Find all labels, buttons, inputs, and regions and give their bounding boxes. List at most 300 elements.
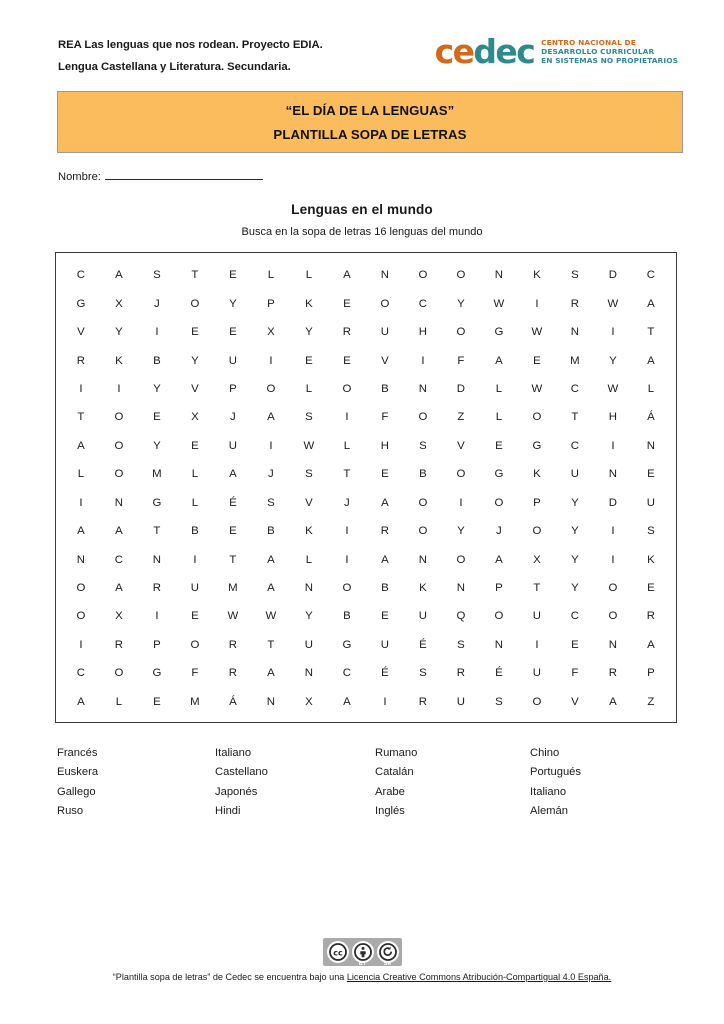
grid-cell[interactable]: X [191,411,199,424]
word-list-item: Castellano [215,766,268,779]
grid-cell[interactable]: A [229,468,237,481]
grid-cell[interactable]: V [77,326,85,339]
grid-cell[interactable]: I [79,382,83,395]
word-list-item: Gallego [57,785,96,798]
grid-cell[interactable]: F [191,667,199,680]
grid-cell[interactable]: A [77,525,85,538]
grid-cell[interactable]: I [155,326,159,339]
grid-cell[interactable]: A [115,525,123,538]
grid-cell[interactable]: N [418,553,428,566]
grid-cell[interactable]: R [76,354,86,367]
grid-cell[interactable]: O [418,525,428,538]
grid-cell[interactable]: I [611,553,615,566]
grid-cell[interactable]: D [608,269,618,282]
grid-cell[interactable]: I [345,411,349,424]
grid-cell[interactable]: E [153,411,161,424]
grid-cell[interactable]: A [381,496,389,509]
grid-cell[interactable]: O [114,411,124,424]
grid-cell[interactable]: N [418,382,428,395]
word-list-item: Alemán [530,805,568,818]
grid-cell[interactable]: L [267,269,275,282]
grid-cell[interactable]: D [456,382,466,395]
grid-cell[interactable]: L [191,496,199,509]
grid-cell[interactable]: N [570,326,580,339]
grid-cell[interactable]: E [305,354,313,367]
grid-cell[interactable]: Y [153,439,161,452]
grid-cell[interactable]: O [418,269,428,282]
grid-cell[interactable]: A [115,269,123,282]
grid-cell[interactable]: E [381,468,389,481]
grid-cell[interactable]: M [152,468,162,481]
grid-cell[interactable]: N [456,582,466,595]
word-list-item: Inglés [375,805,405,818]
grid-cell[interactable]: K [305,525,313,538]
grid-cell[interactable]: U [304,638,314,651]
grid-cell[interactable]: U [228,439,238,452]
grid-cell[interactable]: C [646,269,656,282]
grid-cell[interactable]: C [114,553,124,566]
grid-cell[interactable]: S [153,269,161,282]
grid-cell[interactable]: T [571,411,579,424]
cedec-logo-subtitle-line3: EN SISTEMAS NO PROPIETARIOS [541,56,678,66]
grid-cell[interactable]: B [419,468,427,481]
banner-line-1: “EL DÍA DE LA LENGUAS” [285,102,455,118]
grid-cell[interactable]: Y [229,297,237,310]
grid-cell[interactable]: G [152,667,162,680]
grid-cell[interactable]: N [494,269,504,282]
grid-cell[interactable]: T [77,411,85,424]
grid-cell[interactable]: Y [571,496,579,509]
grid-cell[interactable]: A [343,695,351,708]
grid-cell[interactable]: S [419,439,427,452]
title-banner [57,91,683,153]
license-text-prefix: “Plantilla sopa de letras” de Cedec se encuentra bajo una [112,972,347,982]
grid-cell[interactable]: Y [305,326,313,339]
grid-cell[interactable]: U [532,667,542,680]
grid-cell[interactable]: O [532,525,542,538]
grid-cell[interactable]: W [303,439,315,452]
grid-cell[interactable]: I [345,525,349,538]
grid-cell[interactable]: C [76,667,86,680]
grid-cell[interactable]: C [570,382,580,395]
grid-cell[interactable]: J [230,411,236,424]
grid-cell[interactable]: I [269,439,273,452]
word-list-column [57,744,215,822]
grid-cell[interactable]: I [421,354,425,367]
cedec-logo-subtitle-line1: CENTRO NACIONAL DE [541,38,636,47]
grid-cell[interactable]: H [418,326,428,339]
grid-cell[interactable]: Y [191,354,199,367]
grid-cell[interactable]: A [267,411,275,424]
grid-cell[interactable]: E [533,354,541,367]
grid-cell[interactable]: N [608,638,618,651]
grid-cell[interactable]: E [343,354,351,367]
grid-cell[interactable]: O [380,297,390,310]
word-list-item: Arabe [375,785,405,798]
grid-cell[interactable]: R [342,326,352,339]
cedec-logo-wordmark [434,32,535,71]
grid-cell[interactable]: U [190,582,200,595]
grid-cell[interactable]: S [457,638,465,651]
word-list-item: Catalán [375,766,414,779]
grid-cell[interactable]: I [611,439,615,452]
grid-cell[interactable]: B [381,582,389,595]
grid-cell[interactable]: Y [571,582,579,595]
grid-cell[interactable]: I [535,297,539,310]
grid-cell[interactable]: W [227,610,239,623]
word-list-item: Chino [530,747,560,759]
grid-cell[interactable]: I [345,553,349,566]
grid-cell[interactable]: G [532,439,542,452]
grid-cell[interactable]: M [190,695,200,708]
grid-cell[interactable]: E [571,638,579,651]
svg-text:cc: cc [332,948,343,958]
grid-cell[interactable]: E [647,468,655,481]
grid-cell[interactable]: F [457,354,465,367]
word-list-item: Rumano [375,747,418,759]
grid-cell[interactable]: Y [571,525,579,538]
grid-cell[interactable]: S [305,468,313,481]
grid-cell[interactable]: R [152,582,162,595]
grid-cell[interactable]: S [647,525,655,538]
grid-cell[interactable]: N [608,468,618,481]
grid-cell[interactable]: T [267,638,275,651]
grid-cell[interactable]: R [570,297,580,310]
grid-cell[interactable]: O [494,610,504,623]
creative-commons-badge[interactable] [323,938,402,966]
attribution-person-icon [352,941,374,963]
grid-cell[interactable]: U [456,695,466,708]
grid-cell[interactable]: O [342,582,352,595]
grid-cell[interactable]: B [381,382,389,395]
grid-cell[interactable]: V [191,382,199,395]
document-header [58,34,678,82]
grid-cell[interactable]: H [380,439,390,452]
grid-cell[interactable]: R [456,667,466,680]
grid-cell[interactable]: A [647,354,655,367]
grid-cell[interactable]: X [267,326,275,339]
header-title-line2: Lengua Castellana y Literatura. Secundaria. [58,61,291,73]
grid-cell[interactable]: É [381,667,389,680]
grid-cell[interactable]: B [191,525,199,538]
grid-cell[interactable]: C [418,297,428,310]
creative-commons-icon [327,941,349,963]
grid-cell[interactable]: X [115,297,123,310]
grid-cell[interactable]: G [152,496,162,509]
grid-cell[interactable]: P [229,382,237,395]
grid-cell[interactable]: S [267,496,275,509]
grid-cell[interactable]: O [76,610,86,623]
grid-cell[interactable]: S [571,269,579,282]
grid-cell[interactable]: R [114,638,124,651]
grid-cell[interactable]: E [191,439,199,452]
grid-cell[interactable]: R [646,610,656,623]
grid-cell[interactable]: T [229,553,237,566]
grid-cell[interactable]: B [153,354,161,367]
grid-cell[interactable]: I [193,553,197,566]
grid-cell[interactable]: U [380,638,390,651]
grid-cell[interactable]: T [191,269,199,282]
grid-cell[interactable]: Y [115,326,123,339]
grid-cell[interactable]: O [494,496,504,509]
word-list-item: Japonés [215,785,258,798]
word-list-item: Francés [57,747,98,759]
grid-cell[interactable]: R [608,667,618,680]
grid-cell[interactable]: I [383,695,387,708]
grid-cell[interactable]: É [495,667,503,680]
grid-cell[interactable]: K [533,468,541,481]
grid-cell[interactable]: G [494,468,504,481]
share-alike-icon [377,941,399,963]
grid-cell[interactable]: L [647,382,655,395]
grid-cell[interactable]: J [268,468,274,481]
grid-cell[interactable]: A [267,582,275,595]
word-list-item: Italiano [215,747,252,759]
grid-cell[interactable]: K [647,553,655,566]
grid-cell[interactable]: C [76,269,86,282]
grid-cell[interactable]: P [495,582,503,595]
license-link[interactable]: Licencia Creative Commons Atribución-Compartigual 4.0 España. [346,972,612,982]
grid-cell[interactable]: W [607,297,619,310]
grid-cell[interactable]: T [343,468,351,481]
grid-cell[interactable]: O [342,382,352,395]
grid-cell[interactable]: U [570,468,580,481]
grid-cell[interactable]: O [190,638,200,651]
grid-cell[interactable]: C [342,667,352,680]
grid-cell[interactable]: Á [229,695,237,708]
word-search-grid[interactable] [62,261,670,716]
word-list-column [215,744,375,822]
grid-cell[interactable]: L [495,411,503,424]
grid-cell[interactable]: U [228,354,238,367]
grid-cell[interactable]: A [77,695,85,708]
cedec-logo-dec: dec [473,32,535,71]
grid-cell[interactable]: K [533,269,541,282]
grid-cell[interactable]: G [76,297,86,310]
grid-cell[interactable]: N [76,553,86,566]
grid-cell[interactable]: E [229,269,237,282]
word-list-column [375,744,530,822]
grid-cell[interactable]: P [533,496,541,509]
cc-slot-cc [326,938,349,966]
grid-cell[interactable]: L [305,269,313,282]
grid-cell[interactable]: O [418,411,428,424]
grid-cell[interactable]: L [77,468,85,481]
grid-cell[interactable]: E [229,525,237,538]
grid-cell[interactable]: A [609,695,617,708]
grid-cell[interactable]: U [418,610,428,623]
grid-cell[interactable]: M [570,354,580,367]
grid-cell[interactable]: P [153,638,161,651]
grid-cell[interactable]: O [76,582,86,595]
grid-cell[interactable]: A [381,553,389,566]
grid-cell[interactable]: E [343,297,351,310]
word-search-grid-container [55,252,677,723]
grid-cell[interactable]: Q [456,610,466,623]
grid-cell[interactable]: U [532,610,542,623]
grid-cell[interactable]: K [115,354,123,367]
grid-cell[interactable]: N [380,269,390,282]
grid-cell[interactable]: P [267,297,275,310]
grid-cell[interactable]: T [647,326,655,339]
grid-cell[interactable]: Z [457,411,465,424]
grid-cell[interactable]: I [155,610,159,623]
grid-cell[interactable]: O [266,382,276,395]
grid-cell[interactable]: V [381,354,389,367]
grid-cell[interactable]: Y [305,610,313,623]
word-list-item: Ruso [57,805,84,818]
grid-cell[interactable]: H [608,411,618,424]
grid-cell[interactable]: N [114,496,124,509]
grid-cell[interactable]: N [494,638,504,651]
grid-cell[interactable]: I [611,525,615,538]
word-list-item: Italiano [530,785,567,798]
grid-cell[interactable]: R [380,525,390,538]
grid-cell[interactable]: E [191,610,199,623]
grid-cell[interactable]: W [607,382,619,395]
grid-cell[interactable]: A [267,667,275,680]
grid-cell[interactable]: X [305,695,313,708]
grid-cell[interactable]: E [495,439,503,452]
grid-cell[interactable]: O [532,411,542,424]
grid-cell[interactable]: K [305,297,313,310]
grid-cell[interactable]: W [265,610,277,623]
grid-cell[interactable]: U [380,326,390,339]
grid-cell[interactable]: S [305,411,313,424]
grid-cell[interactable]: F [381,411,389,424]
grid-cell[interactable]: L [191,468,199,481]
grid-cell[interactable]: N [646,439,656,452]
grid-cell[interactable]: W [531,382,543,395]
grid-cell[interactable]: I [611,326,615,339]
badge-by-label: BY [358,961,367,967]
header-title-line1: REA Las lenguas que nos rodean. Proyecto EDIA. [58,39,323,51]
grid-cell[interactable]: A [495,354,503,367]
grid-cell[interactable]: I [269,354,273,367]
grid-cell[interactable]: V [305,496,313,509]
grid-cell[interactable]: F [571,667,579,680]
grid-cell[interactable]: I [459,496,463,509]
grid-cell[interactable]: X [533,553,541,566]
cedec-logo [434,32,678,71]
word-list-column [530,744,677,822]
grid-cell[interactable]: U [646,496,656,509]
grid-cell[interactable]: A [647,638,655,651]
grid-cell[interactable]: N [152,553,162,566]
grid-cell[interactable]: C [570,439,580,452]
grid-cell[interactable]: S [419,667,427,680]
grid-cell[interactable]: O [456,553,466,566]
grid-cell[interactable]: E [153,695,161,708]
grid-cell[interactable]: Á [647,411,655,424]
grid-cell[interactable]: J [344,496,350,509]
grid-cell[interactable]: N [304,582,314,595]
name-field-input[interactable] [105,170,263,180]
grid-cell[interactable]: Y [571,553,579,566]
grid-cell[interactable]: A [77,439,85,452]
name-field [58,170,263,183]
grid-cell[interactable]: L [343,439,351,452]
grid-cell[interactable]: N [304,667,314,680]
grid-cell[interactable]: X [115,610,123,623]
grid-cell[interactable]: Y [457,297,465,310]
grid-cell[interactable]: E [229,326,237,339]
grid-cell[interactable]: O [456,468,466,481]
grid-cell[interactable]: V [457,439,465,452]
grid-cell[interactable]: Y [609,354,617,367]
grid-cell[interactable]: I [79,496,83,509]
grid-cell[interactable]: A [267,553,275,566]
grid-cell[interactable]: A [115,582,123,595]
grid-cell[interactable]: É [229,496,237,509]
cc-slot-by [351,938,374,966]
grid-cell[interactable]: W [493,297,505,310]
grid-cell[interactable]: E [647,582,655,595]
grid-cell[interactable]: O [114,439,124,452]
grid-cell[interactable]: M [228,582,238,595]
grid-cell[interactable]: W [531,326,543,339]
grid-cell[interactable]: B [267,525,275,538]
grid-cell[interactable]: D [608,496,618,509]
grid-cell[interactable]: G [342,638,352,651]
grid-cell[interactable]: O [608,582,618,595]
grid-cell[interactable]: L [305,382,313,395]
grid-cell[interactable]: A [647,297,655,310]
grid-cell[interactable]: Y [153,382,161,395]
grid-cell[interactable]: O [114,468,124,481]
grid-cell[interactable]: O [532,695,542,708]
grid-cell[interactable]: Y [457,525,465,538]
grid-cell[interactable]: A [343,269,351,282]
grid-cell[interactable]: I [79,638,83,651]
grid-cell[interactable]: G [494,326,504,339]
grid-cell[interactable]: B [343,610,351,623]
license-text [0,972,724,982]
grid-cell[interactable]: C [570,610,580,623]
grid-cell[interactable]: I [535,638,539,651]
grid-cell[interactable]: O [114,667,124,680]
grid-cell[interactable]: R [228,667,238,680]
grid-cell[interactable]: J [154,297,160,310]
word-list [57,744,677,822]
grid-cell[interactable]: V [571,695,579,708]
grid-cell[interactable]: E [381,610,389,623]
grid-cell[interactable]: O [418,496,428,509]
grid-cell[interactable]: R [228,638,238,651]
grid-cell[interactable]: R [418,695,428,708]
grid-cell[interactable]: L [305,553,313,566]
grid-cell[interactable]: P [647,667,655,680]
grid-cell[interactable]: K [419,582,427,595]
grid-cell[interactable]: O [608,610,618,623]
grid-cell[interactable]: I [117,382,121,395]
grid-cell[interactable]: T [533,582,541,595]
grid-cell[interactable]: Z [647,695,655,708]
grid-cell[interactable]: S [495,695,503,708]
grid-cell[interactable]: J [496,525,502,538]
grid-cell[interactable]: T [153,525,161,538]
grid-cell[interactable]: É [419,638,427,651]
grid-cell[interactable]: O [456,326,466,339]
grid-cell[interactable]: A [495,553,503,566]
grid-cell[interactable]: L [495,382,503,395]
grid-cell[interactable]: E [191,326,199,339]
grid-cell[interactable]: O [456,269,466,282]
grid-cell[interactable]: N [266,695,276,708]
grid-cell[interactable]: O [190,297,200,310]
grid-cell[interactable]: L [115,695,123,708]
cedec-logo-subtitle [541,38,678,65]
